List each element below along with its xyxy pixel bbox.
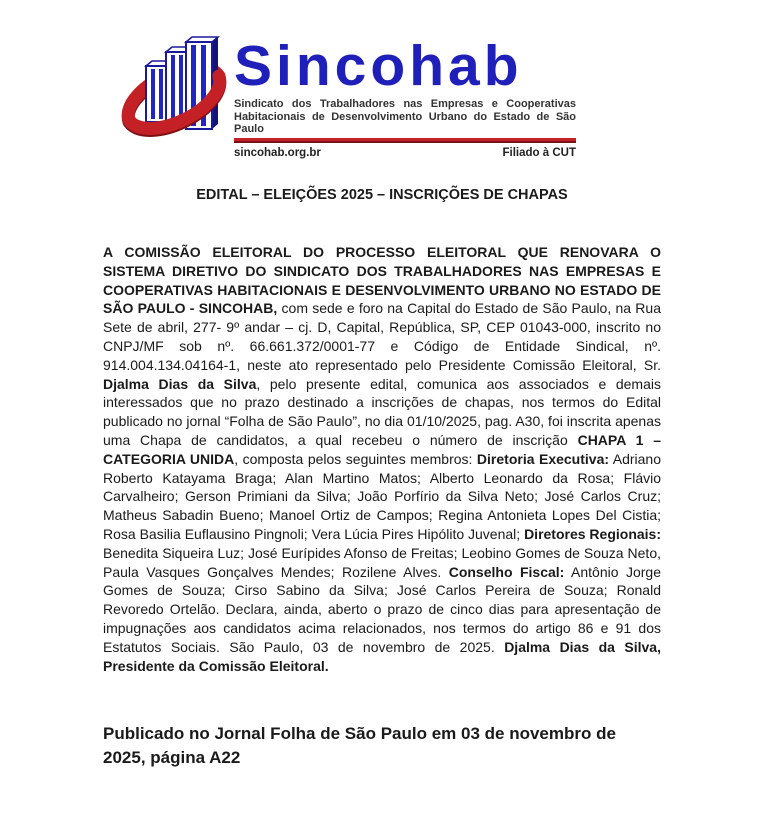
red-divider-rule — [234, 138, 576, 141]
letterhead-footer-row — [234, 147, 576, 159]
union-subtitle-line2: Habitacionais de Desenvolvimento Urbano do Estado de São Paulo — [234, 110, 576, 135]
brand-name: Sincohab — [234, 34, 523, 98]
union-subtitle — [234, 98, 576, 136]
publication-note: Publicado no Jornal Folha de São Paulo em 03 de novembro de 2025, página A22 — [103, 724, 616, 767]
sincohab-logo-icon — [116, 36, 234, 154]
affiliation-label: Filiado à CUT — [502, 146, 576, 159]
website-text: sincohab.org.br — [234, 146, 321, 159]
document-title: EDITAL – ELEIÇÕES 2025 – INSCRIÇÕES DE CHAPAS — [196, 187, 568, 203]
letterhead — [116, 36, 576, 159]
union-subtitle-line1: Sindicato dos Trabalhadores nas Empresas e Cooperativas — [234, 98, 576, 110]
brand-block — [234, 34, 576, 159]
document-body: A COMISSÃO ELEITORAL DO PROCESSO ELEITORAL QUE RENOVARA O SISTEMA DIRETIVO DO SINDICATO DOS TRABALHADORES NAS EMPRESAS E COOPERATIVAS HABITACIONAIS E DESENVOLVIMENTO URBANO NO ESTADO DE SÃO PAULO - SINCOHAB, com sede e foro na Capital do Estado de São Paulo, na Rua Sete de abril, 277- 9º andar – cj. D, Capital, República, SP, CEP 01043-000, inscrito no CNPJ/MF sob nº. 66.661.372/0001-77 e Código de Entidade Sindical, nº. 914.004.134.04164-1, neste ato representado pelo Presidente Comissão Eleitoral, Sr. Djalma Dias da Silva, pelo presente edital, comunica aos associados e demais interessados que no prazo destinado a inscrições de chapas, nos termos do Edital publicado no jornal “Folha de São Paulo”, no dia 01/10/2025, pag. A30, foi inscrita apenas uma Chapa de candidatos, a qual recebeu o número de inscrição CHAPA 1 – CATEGORIA UNIDA, composta pelos seguintes membros: Diretoria Executiva: Adriano Roberto Katayama Braga; Alan Martino Matos; Alberto Leonardo da Rosa; Flávio Carvalheiro; Gerson Primiani da Silva; João Porfírio da Silva Neto; José Carlos Cruz; Matheus Sabadin Bueno; Manoel Ortiz de Campos; Regina Antonieta Lopes Del Cistia; Rosa Basilia Euflausino Pingnoli; Vera Lúcia Pires Hipólito Juvenal; Diretores Regionais: Benedita Siqueira Luz; José Eurípides Afonso de Freitas; Leobino Gomes de Souza Neto, Paula Vasques Gonçalves Mendes; Rozilene Alves. Conselho Fiscal: Antônio Jorge Gomes de Souza; Cirso Sabino da Silva; José Carlos Pereira de Souza; Ronald Revoredo Ortelão. Declara, ainda, aberto o prazo de cinco dias para apresentação de impugnações aos candidatos acima relacionados, nos termos do artigo 86 e 91 dos Estatutos Sociais. São Paulo, 03 de novembro de 2025. Djalma Dias da Silva, Presidente da Comissão Eleitoral. — [103, 244, 662, 674]
